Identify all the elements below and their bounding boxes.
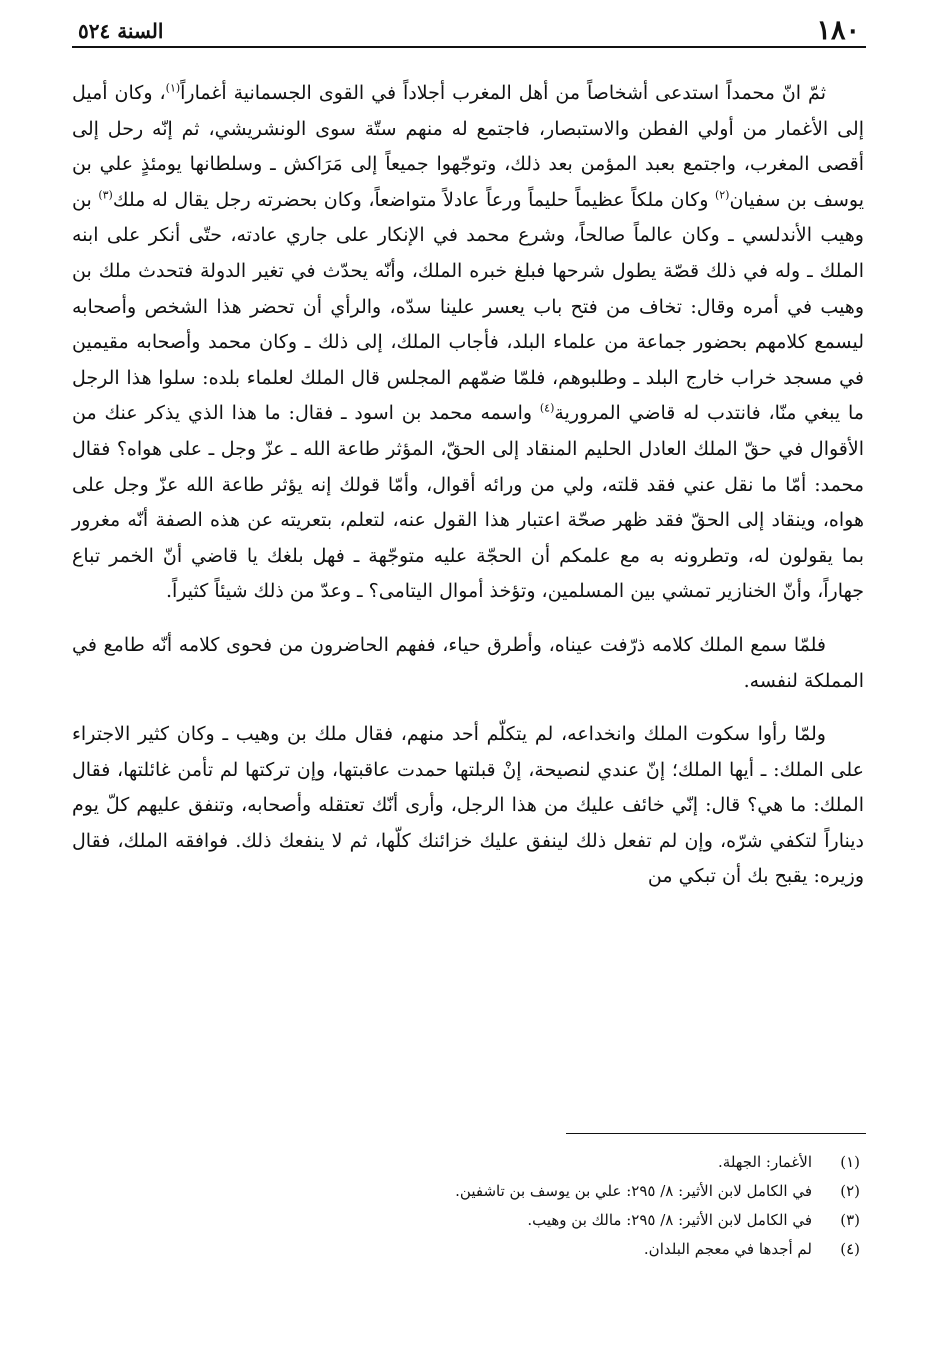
footnote-ref-3: (٣) <box>98 188 113 202</box>
footnote-ref-1: (١) <box>165 81 181 95</box>
footnote-text: لم أجدها في معجم البلدان. <box>643 1240 812 1258</box>
footnote-number: (١) <box>840 1153 860 1171</box>
footnote-number: (٣) <box>840 1211 860 1229</box>
footnote <box>72 1235 860 1264</box>
page-number: ١٨٠ <box>816 15 860 46</box>
paragraph-1-part-a: ثمّ انّ محمداً استدعى أشخاصاً من أهل المغرب أجلاداً في القوى الجسمانية أغماراً <box>180 82 826 104</box>
paragraph-2: فلمّا سمع الملك كلامه ذرّفت عيناه، وأطرق حياء، ففهم الحاضرون من فحوى كلامه أنّه طامع في المملكة لنفسه. <box>72 633 864 692</box>
footnote-number: (٢) <box>840 1182 860 1200</box>
paragraph-1-part-c: وكان ملكاً عظيماً حليماً ورعاً عادلاً متواضعاً، وكان بحضرته رجل يقال له ملك <box>112 188 715 211</box>
paragraph-1-part-b: ، وكان أميل إلى الأغمار من أولي الفطن والاستبصار، فاجتمع له منهم ستّة سوى الونشريشي، ثم إنّه رحل إلى أقصى المغرب، واجتمع بعبد المؤمن بعد ذلك، وتوجّهوا جميعاً إلى مَرَاكش ـ وسلطانها يومئذٍ علي بن يوسف بن سفيان <box>72 82 865 211</box>
paragraph-1-part-e: واسمه محمد بن اسود ـ فقال: ما هذا الذي يذكر عنك من الأقوال في حقّ الملك العادل الحليم المنقاد إلى الحقّ، المؤثر طاعة الله ـ عزّ وجل ـ على هواه؟ فقال محمد: أمّا ما نقل عني فقد قلته، ولي من ورائه أقوال، وأمّا قولك إنه يؤثر طاعة الله عزّ وجل على هواه، وينقاد إلى الحقّ فقد ظهر صحّة اعتبار هذا القول عنه، لتعلم، بتعريته عن هذه الصفة أنّه مغرور بما يقولون له، وتطرونه به مع علمكم أن الحجّة عليه متوجّهة ـ فهل بلغك يا قاضي أنّ الخمر تباع جهاراً، وأنّ الخنازير تمشي بين المسلمين، وتؤخذ أموال اليتامى؟ ـ وعدّ من ذلك شيئاً كثيراً. <box>72 402 864 603</box>
footnote <box>72 1206 860 1235</box>
footnote-text: في الكامل لابن الأثير: ٨/ ٢٩٥: مالك بن وهيب. <box>527 1211 812 1229</box>
paragraph-3: ولمّا رأوا سكوت الملك وانخداعه، لم يتكلّم أحد منهم، فقال ملك بن وهيب ـ وكان كثير الاجتراء على الملك: ـ أيها الملك؛ إنّ عندي لنصيحة، إنْ قبلتها حمدت عاقبتها، وإن تركتها لم تأمن غائلتها، فقال الملك: ما هي؟ قال: إنّي خائف عليك من هذا الرجل، وأرى أنّك تعتقله وأصحابه، وتنفق عليهم كلّ يوم ديناراً لتكفي شرّه، وإن لم تفعل ذلك لينفق عليك خزائنك كلّها، ثم لا ينفعك ذلك. فوافقه الملك، فقال وزيره: يقبح بك أن تبكي من <box>72 723 864 888</box>
footnote <box>72 1177 860 1206</box>
page-header <box>72 14 866 48</box>
paragraph-1-part-d: بن وهيب الأندلسي ـ وكان عالماً صالحاً، وشرع محمد في الإنكار على جاري عادته، حتّى أنكر على ابنه الملك ـ وله في ذلك قصّة يطول شرحها فبلغ خبره الملك، وأنّه يحدّث في تغير الدولة فتحدث ملك بن وهيب في أمره وقال: تخاف من فتح باب يعسر علينا سدّه، والرأي أن تحضر هذا الشخص وأصحابه ليسمع كلامهم بحضور جماعة من علماء البلد، فأجاب الملك، إلى ذلك ـ وكان محمد وأصحابه مقيمين في مسجد خراب خارج البلد ـ وطلبوهم، فلمّا ضمّهم المجلس قال الملك لعلماء بلده: سلوا هذا الرجل ما يبغي منّا، فانتدب له قاضي المرورية <box>72 188 864 425</box>
footnote-number: (٤) <box>840 1240 860 1258</box>
year-label: السنة ٥٢٤ <box>78 19 164 43</box>
footnote-ref-4: (٤) <box>539 402 555 416</box>
footnotes <box>72 1148 860 1264</box>
footnote-text: الأغمار: الجهلة. <box>718 1153 812 1171</box>
paragraph-1 <box>72 76 864 610</box>
footnote <box>72 1148 860 1177</box>
footnote-text: في الكامل لابن الأثير: ٨/ ٢٩٥: علي بن يوسف بن تاشفين. <box>455 1182 812 1200</box>
footnote-divider <box>566 1133 866 1134</box>
main-text <box>72 76 864 895</box>
footnote-ref-2: (٢) <box>714 188 730 202</box>
